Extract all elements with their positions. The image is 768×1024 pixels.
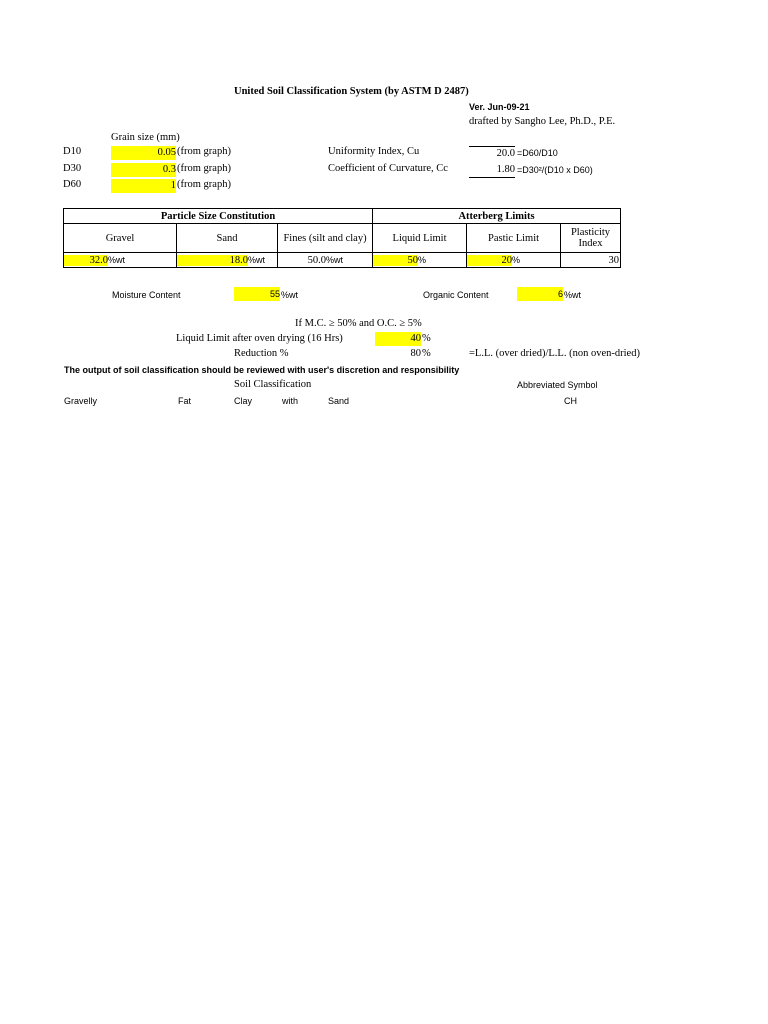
gravel-cell[interactable] [64,253,177,268]
cu-formula: =D60/D10 [517,148,558,158]
classification-word-2: Fat [178,396,192,406]
d30-input[interactable]: 0.3 [111,163,176,177]
d60-note: (from graph) [177,179,231,190]
pl-unit: % [512,254,521,265]
classification-table [63,208,621,268]
gravel-unit: %wt [108,254,126,265]
col-liquid-limit: Liquid Limit [373,224,467,253]
cc-label: Coefficient of Curvature, Cc [328,163,448,174]
fines-unit: %wt [326,254,344,265]
author-label: drafted by Sangho Lee, Ph.D., P.E. [469,116,616,127]
d60-label: D60 [63,179,82,190]
cu-value: 20.0 [469,146,515,161]
d10-input[interactable]: 0.05 [111,146,176,160]
soil-classification-heading: Soil Classification [234,379,312,390]
col-plasticity-index: Plasticity Index [561,224,621,253]
col-gravel: Gravel [64,224,177,253]
d30-note: (from graph) [177,163,231,174]
classification-word-1: Gravelly [64,396,98,406]
warning-text: The output of soil classification should be reviewed with user's discretion and responsibility [64,365,460,375]
classification-word-3: Clay [234,396,253,406]
cc-value: 1.80 [469,163,515,178]
ll-value[interactable]: 50 [373,255,418,266]
pl-value[interactable]: 20 [467,255,512,266]
grain-size-heading: Grain size (mm) [111,132,180,143]
pi-value: 30 [561,253,621,268]
classification-symbol: CH [564,396,577,406]
fines-cell [278,253,373,268]
pl-cell[interactable] [467,253,561,268]
cc-formula: =D30²/(D10 x D60) [517,165,593,175]
reduction-formula: =L.L. (over dried)/L.L. (non oven-dried) [469,348,640,359]
sand-unit: %wt [248,254,266,265]
classification-word-5: Sand [328,396,350,406]
moisture-input[interactable]: 55 [234,287,280,301]
d10-note: (from graph) [177,146,231,157]
cu-label: Uniformity Index, Cu [328,146,420,157]
gravel-value[interactable]: 32.0 [64,255,108,266]
ll-oven-label: Liquid Limit after oven drying (16 Hrs) [176,333,343,344]
organic-label: Organic Content [423,290,489,300]
sand-cell[interactable] [177,253,278,268]
particle-size-heading: Particle Size Constitution [64,209,373,224]
organic-unit: %wt [564,290,582,300]
fines-value: 50.0 [307,254,326,266]
reduction-label: Reduction % [234,348,289,359]
ll-oven-unit: % [422,333,431,344]
col-fines: Fines (silt and clay) [278,224,373,253]
col-sand: Sand [177,224,278,253]
version-label: Ver. Jun-09-21 [469,102,530,112]
reduction-value: 80 [410,348,421,359]
classification-word-4: with [282,396,299,406]
col-plastic-limit: Pastic Limit [467,224,561,253]
page-title: United Soil Classification System (by ASTM D 2487) [234,86,469,97]
organic-input[interactable]: 6 [517,287,563,301]
ll-cell[interactable] [373,253,467,268]
sand-value[interactable]: 18.0 [177,255,248,266]
reduction-unit: % [422,348,431,359]
moisture-unit: %wt [281,290,299,300]
abbreviated-symbol-heading: Abbreviated Symbol [517,380,598,390]
ll-unit: % [418,254,427,265]
moisture-label: Moisture Content [112,290,181,300]
d60-input[interactable]: 1 [111,179,176,193]
condition-text: If M.C. ≥ 50% and O.C. ≥ 5% [295,318,422,329]
d30-label: D30 [63,163,82,174]
atterberg-heading: Atterberg Limits [373,209,621,224]
d10-label: D10 [63,146,82,157]
ll-oven-input[interactable]: 40 [375,332,421,346]
